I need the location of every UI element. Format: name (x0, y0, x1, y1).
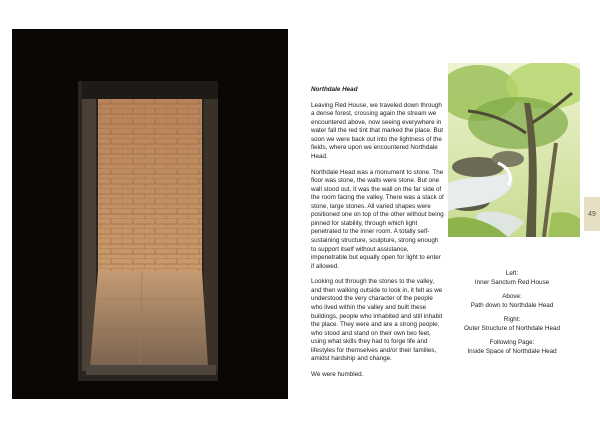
article-paragraph: We were humbled. (311, 370, 364, 378)
caption-label: Following Page: (489, 339, 535, 346)
caption-label: Right: (503, 316, 521, 323)
caption-above (462, 293, 562, 310)
forest-stream-photo (448, 63, 580, 237)
caption-text: Inside Space of Northdale Head (467, 347, 557, 355)
caption-text: Path down to Northdale Head (470, 301, 554, 309)
photo-captions (462, 270, 562, 362)
page-number-tab (584, 197, 600, 231)
caption-label: Above: (502, 293, 522, 300)
article-paragraph: Leaving Red House, we traveled down through a dense forest, crossing again the stream we encountered above, now seeing everywhere in water fall the red tint that marked the place. But soon we were back out into the lightness of the fields, where upon we encountered Northdale Head. (311, 101, 443, 160)
doorway-photo (12, 29, 288, 399)
page-number: 49 (588, 210, 596, 218)
article-paragraph: Looking out through the stones to the valley, and then walking outside to look in, it felt as we understood the very character of the people who lived within the valley and built these buildings, people who inhabited and still inhabit the place. They were and are a strong people, who stood and stand on their own two feet, using what skills they had to forge life and lifestyles for themselves and/or their families, amidst hardship and change. (311, 278, 443, 363)
caption-text: Inner Sanctum Red House (474, 278, 550, 286)
caption-following-page (462, 339, 562, 356)
caption-text: Outer Structure of Northdale Head (464, 324, 560, 332)
caption-left (462, 270, 562, 287)
caption-label: Left: (505, 270, 519, 277)
article-heading: Northdale Head (311, 86, 358, 93)
caption-right (462, 316, 562, 333)
article-paragraph: Northdale Head was a monument to stone. The floor was stone, the walls were stone. But one wall stood out. It was the wall on the far side of the room facing the valley. There was a stack of stone, large stones. All varied shapes were positioned one on top of the other without being pinned for stability, through which light penetrated to the inner room. A totally self-sustaining structure, sculpture, strong enough to support itself without assistance, impenetrable but equally open for light to enter if allowed. (311, 168, 444, 270)
article-column (311, 86, 445, 386)
